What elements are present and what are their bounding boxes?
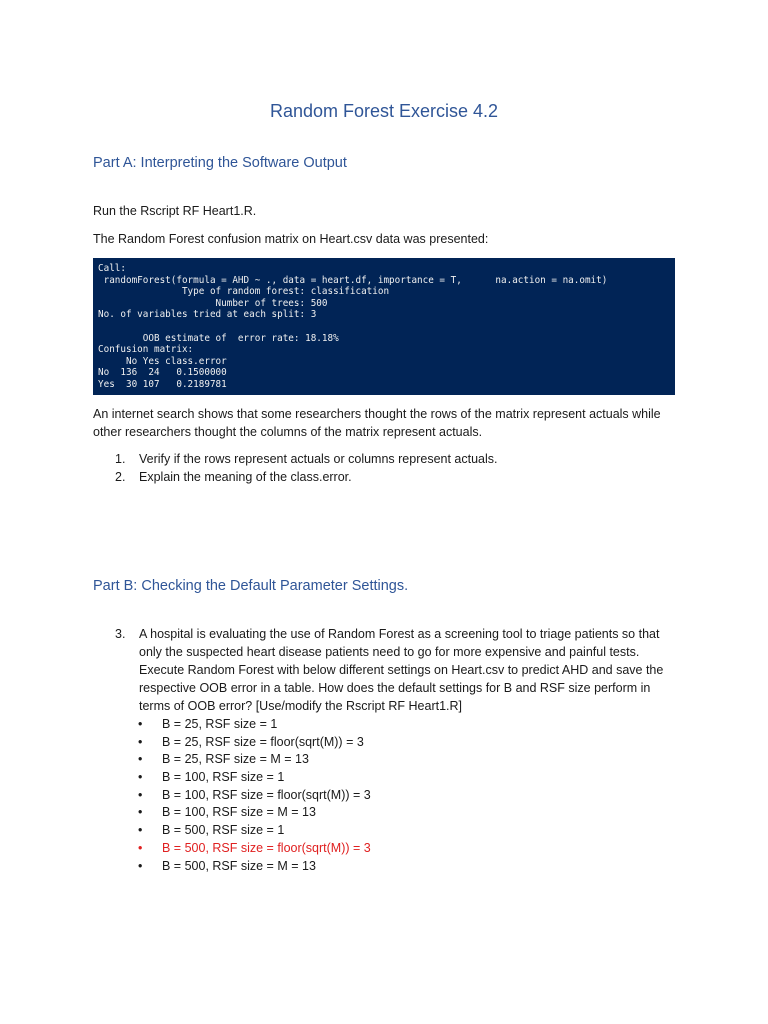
- list-number: 1.: [115, 452, 126, 466]
- part-b-question-list: [115, 625, 675, 875]
- console-line: No. of variables tried at each split: 3: [98, 309, 317, 321]
- setting-item: [139, 716, 675, 734]
- setting-text: B = 100, RSF size = 1: [162, 770, 285, 785]
- console-line: Type of random forest: classification: [98, 286, 390, 298]
- setting-text: B = 25, RSF size = 1: [162, 717, 278, 731]
- setting-item: [139, 751, 675, 769]
- setting-item: [139, 822, 675, 840]
- bullet: •: [138, 787, 143, 802]
- console-line: No 136 24 0.1500000: [98, 367, 227, 379]
- bullet: •: [138, 734, 143, 749]
- bullet: •: [138, 858, 143, 873]
- part-a-heading: Part A: Interpreting the Software Output: [93, 155, 347, 171]
- list-number: 3.: [115, 627, 126, 641]
- setting-item: [139, 769, 675, 787]
- console-line: Call:: [98, 263, 126, 274]
- list-item: [115, 450, 675, 468]
- setting-text: B = 25, RSF size = M = 13: [162, 752, 309, 767]
- list-item: [115, 468, 675, 486]
- setting-text: B = 25, RSF size = floor(sqrt(M)) = 3: [162, 734, 364, 749]
- question-text: Explain the meaning of the class.error.: [139, 470, 352, 484]
- list-item: [115, 625, 675, 875]
- console-line: Number of trees: 500: [98, 297, 328, 309]
- setting-text: B = 100, RSF size = M = 13: [162, 805, 316, 820]
- bullet: •: [138, 770, 143, 785]
- part-b-heading: Part B: Checking the Default Parameter Settings.: [93, 578, 409, 594]
- bullet: •: [138, 717, 143, 731]
- console-line: No Yes class.error: [98, 355, 227, 367]
- setting-text: B = 500, RSF size = M = 13: [162, 858, 316, 873]
- setting-text: B = 500, RSF size = 1: [162, 823, 285, 838]
- console-line: Confusion matrix:: [98, 344, 194, 356]
- console-line: OOB estimate of error rate: 18.18%: [98, 332, 339, 344]
- setting-item-highlighted: [139, 840, 675, 858]
- question-text: Verify if the rows represent actuals or columns represent actuals.: [139, 452, 498, 466]
- setting-text: B = 100, RSF size = floor(sqrt(M)) = 3: [162, 787, 371, 802]
- bullet: •: [138, 823, 143, 838]
- setting-item: [139, 804, 675, 822]
- discussion-paragraph: An internet search shows that some researchers thought the rows of the matrix represent actuals while other researchers thought the columns of the matrix represent actuals.: [93, 407, 661, 439]
- question-text: A hospital is evaluating the use of Random Forest as a screening tool to triage patients so that only the suspected heart disease patients need to go for more expensive and painful tests. Execute Random Forest with below different settings on Heart.csv to predict AHD and save the respective OOB error in a table. How does the default settings for B and RSF size perform in terms of OOB error? [Use/modify the Rscript RF Heart1.R]: [139, 627, 664, 713]
- part-a-question-list: [115, 450, 675, 486]
- console-line: [98, 321, 675, 333]
- setting-item: [139, 787, 675, 805]
- bullet: •: [138, 840, 143, 855]
- list-number: 2.: [115, 470, 126, 484]
- intro-paragraph: The Random Forest confusion matrix on Heart.csv data was presented:: [93, 232, 489, 246]
- settings-bullet-list: [139, 716, 675, 875]
- console-line: Yes 30 107 0.2189781: [98, 378, 227, 390]
- console-line: randomForest(formula = AHD ~ ., data = heart.df, importance = T, na.action = na.omit): [98, 274, 608, 286]
- setting-text: B = 500, RSF size = floor(sqrt(M)) = 3: [162, 840, 371, 855]
- bullet: •: [138, 805, 143, 820]
- page-title: Random Forest Exercise 4.2: [269, 101, 499, 121]
- bullet: •: [138, 752, 143, 767]
- setting-item: [139, 734, 675, 752]
- setting-item: [139, 858, 675, 876]
- instruction-paragraph: Run the Rscript RF Heart1.R.: [93, 204, 257, 218]
- r-console-output: [93, 258, 675, 395]
